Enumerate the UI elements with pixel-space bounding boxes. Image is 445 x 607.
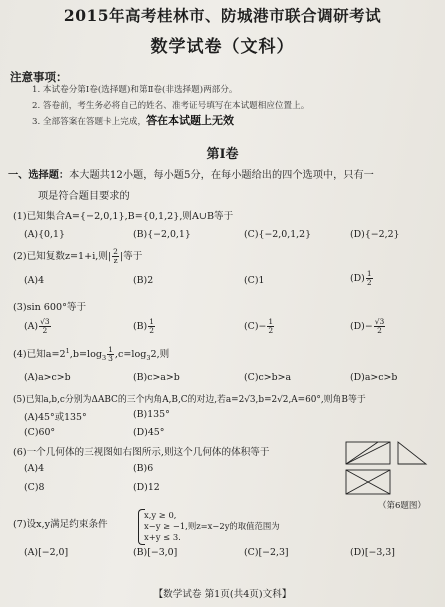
q2-option-a: (A)4 [24, 275, 45, 286]
q4-stem-a: (4)已知a=2 [13, 349, 66, 360]
q3-option-d [350, 318, 386, 335]
q7-constraint-3: x+y ≤ 3. [144, 532, 181, 542]
page-footer: 【数学试卷 第1页(共4页)文科】 [153, 589, 292, 600]
notice-item-3 [32, 112, 234, 128]
q7-option-b: (B)[−3,0] [133, 547, 178, 558]
q3-option-b [133, 318, 156, 335]
q7-option-a: (A)[−2,0] [24, 547, 69, 558]
q5-option-c: (C)60° [24, 427, 56, 438]
q2-option-d-label: (D) [350, 273, 365, 284]
q4-option-b: (B)c>a>b [133, 372, 180, 383]
notice-item-3-emphasis: 答在本试题上无效 [146, 114, 235, 127]
q7-constraint-1: x,y ≥ 0, [144, 510, 177, 520]
q6-figure-caption: （第6题图） [378, 501, 426, 511]
notice-heading: 注意事项： [10, 70, 68, 84]
q6-stem: (6)一个几何体的三视图如右图所示,则这个几何体的体积等于 [13, 447, 270, 458]
q4-stem-d: 2,则 [150, 349, 170, 360]
q3-c-label: (C)− [244, 321, 267, 332]
q4-frac-den: 3 [108, 354, 113, 363]
q4-stem-b: ,b=log [69, 349, 102, 360]
q4-option-c: (C)c>b>a [244, 372, 292, 383]
q4-stem-c: ,c=log [114, 349, 147, 360]
q2-stem-end: 等于 [123, 251, 143, 262]
q2-option-d [350, 270, 374, 287]
notice-item-2: 2. 答卷前，考生务必将自己的姓名、准考证号填写在本试题相应位置上。 [32, 101, 310, 111]
section-text: 本大题共12小题，每小题5分，在每小题给出的四个选项中，只有一 [69, 170, 374, 181]
q4-option-d: (D)a>c>b [350, 372, 398, 383]
q3-b-num: 1 [149, 317, 154, 326]
q1-stem: (1)已知集合A={−2,0,1},B={0,1,2},则A∪B等于 [13, 211, 234, 222]
exam-title: 2015年高考桂林市、防城港市联合调研考试 [63, 6, 382, 25]
q3-stem: (3)sin 600°等于 [13, 302, 87, 313]
q7-constraint-2: x−y ≥ −1,则z=x−2y的取值范围为 [144, 521, 280, 531]
notice-item-3-text: 3. 全部答案在答题卡上完成， [32, 117, 147, 127]
q3-option-a [24, 318, 52, 335]
q5-option-b: (B)135° [133, 409, 170, 420]
notice-item-1: 1. 本试卷分第Ⅰ卷(选择题)和第Ⅱ卷(非选择题)两部分。 [32, 85, 238, 95]
q1-option-b: (B){−2,0,1} [133, 229, 191, 240]
q3-a-den: 2 [42, 326, 48, 335]
q4-frac-num: 1 [108, 345, 113, 354]
q5-stem: (5)已知a,b,c分别为ΔABC的三个内角A,B,C的对边,若a=2√3,b=2√2,A=60°,则角B等于 [13, 395, 366, 405]
q2-frac-den: z [113, 256, 118, 265]
q3-a-label: (A) [24, 321, 39, 332]
q4-log-base: 3 [102, 353, 107, 362]
q5-option-d: (D)45° [133, 427, 165, 438]
q3-d-label: (D)− [350, 321, 373, 332]
side-view [398, 442, 426, 464]
q2-stem: (2)已知复数z=1+i,则| $\frac{2}{z}$ |等于 [13, 247, 143, 265]
q3-a-frac [39, 318, 51, 335]
q3-c-num: 1 [268, 317, 274, 326]
volume-heading: 第Ⅰ卷 [206, 147, 239, 162]
q6-option-b: (B)6 [133, 463, 154, 474]
q4-fraction [107, 346, 114, 363]
q3-b-label: (B) [133, 321, 148, 332]
three-view-figure [338, 436, 433, 500]
q4-exponent: 1 [65, 346, 70, 355]
q3-d-num: √3 [374, 317, 385, 326]
q1-option-c: (C){−2,0,1,2} [244, 229, 312, 240]
section-label: 一、选择题： [8, 169, 70, 181]
exam-subtitle: 数学试卷（文科） [150, 37, 295, 57]
q7-option-d: (D)[−3,3] [350, 547, 395, 558]
q6-option-d: (D)12 [133, 482, 160, 493]
q3-a-num: √3 [40, 317, 50, 326]
q4-option-a: (A)a>c>b [24, 372, 71, 383]
q2-d-num: 1 [366, 269, 372, 278]
q2-fraction [112, 248, 119, 265]
q6-option-c: (C)8 [24, 482, 45, 493]
q3-c-frac [267, 318, 274, 335]
q3-d-frac [374, 318, 386, 335]
q3-b-den: 2 [149, 326, 154, 335]
q3-option-c [244, 318, 275, 335]
q2-option-c: (C)1 [244, 275, 265, 286]
q3-c-den: 2 [268, 326, 274, 335]
q1-option-d: (D){−2,2} [350, 229, 400, 240]
q2-stem-text: (2)已知复数z=1+i,则 [13, 251, 108, 262]
q4-log-base-2: 3 [146, 353, 151, 362]
q2-frac-num: 2 [113, 247, 118, 256]
q6-option-a: (A)4 [24, 463, 45, 474]
q2-d-den: 2 [366, 278, 372, 287]
q1-option-a: (A){0,1} [24, 229, 65, 240]
q5-option-a: (A)45°或135° [24, 412, 87, 423]
q7-option-c: (C)[−2,3] [244, 547, 289, 558]
q7-stem: (7)设x,y满足约束条件 [13, 519, 108, 530]
q3-d-den: 2 [377, 326, 382, 335]
section-instruction-2: 项是符合题目要求的 [38, 191, 130, 202]
q2-option-d-frac [366, 270, 373, 287]
section-instruction [8, 166, 374, 181]
q4-stem [13, 346, 169, 363]
q2-option-b: (B)2 [133, 275, 154, 286]
front-view-diagonal-2 [346, 442, 378, 464]
front-view-diagonal [346, 442, 390, 464]
q3-b-frac [148, 318, 155, 335]
